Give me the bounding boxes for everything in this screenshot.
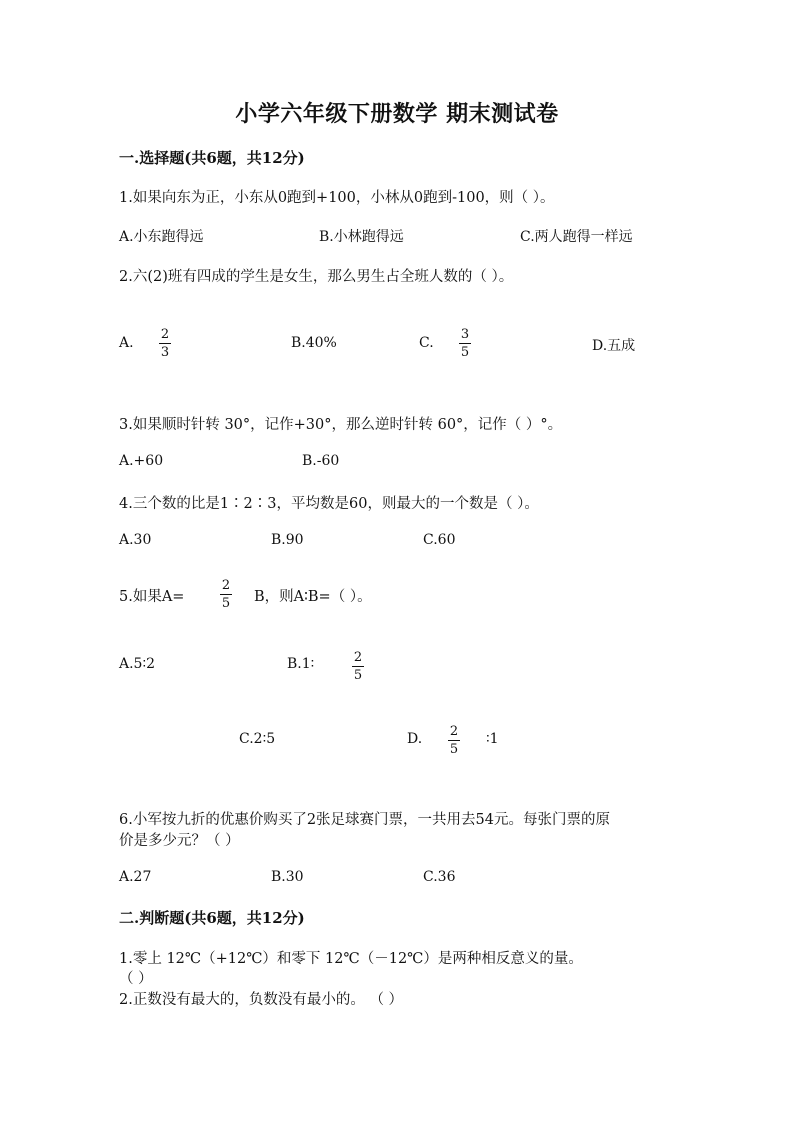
fraction-denominator: 5 [460,345,470,360]
judgement-2: 2.正数没有最大的，负数没有最小的。 （ ） [119,992,404,1008]
fraction-denominator: 3 [160,345,170,360]
fraction-numerator: 2 [353,650,363,665]
fraction-denominator: 5 [221,596,231,611]
q5-option-d-fraction [448,724,460,757]
question-3: 3.如果顺时针转 30°，记作+30°，那么逆时针转 60°，记作（ ）°。 [119,417,563,433]
q4-option-a: A.30 [119,532,152,548]
q1-option-a: A.小东跑得远 [119,229,204,245]
question-2: 2.六(2)班有四成的学生是女生，那么男生占全班人数的（ ）。 [119,269,514,285]
q6-option-a: A.27 [119,869,152,885]
q1-option-c: C.两人跑得一样远 [520,229,633,245]
q5-option-d-label: D. [407,731,423,747]
q5-option-c: C.2∶5 [239,731,276,747]
question-5-suffix: B，则A∶B=（ ）。 [254,589,372,605]
q6-option-b: B.30 [271,869,304,885]
fraction-bar [159,343,171,344]
q2-option-c-label: C. [419,335,434,351]
judgement-1-line-2: （ ） [119,971,153,987]
judgement-1-line-1: 1.零上 12℃（+12℃）和零下 12℃（－12℃）是两种相反意义的量。 [119,951,583,967]
q3-option-b: B.-60 [302,453,340,469]
fraction-bar [448,740,460,741]
q6-option-c: C.36 [423,869,456,885]
q5-option-b-label: B.1∶ [287,656,315,672]
question-6-line-1: 6.小军按九折的优惠价购买了2张足球赛门票，一共用去54元。每张门票的原 [119,812,611,828]
fraction-denominator: 5 [353,668,363,683]
section-heading-choice: 一.选择题(共6题，共12分) [119,149,305,167]
q2-option-a-fraction [159,327,171,360]
q3-option-a: A.+60 [119,453,164,469]
question-5-prefix: 5.如果A= [119,589,185,605]
q4-option-c: C.60 [423,532,456,548]
section-heading-judgement: 二.判断题(共6题，共12分) [119,909,305,927]
q5-option-a: A.5∶2 [119,656,156,672]
q2-option-d: D.五成 [592,338,636,354]
q4-option-b: B.90 [271,532,304,548]
fraction-numerator: 2 [221,578,231,593]
question-6-line-2: 价是多少元？（ ） [119,833,240,849]
fraction-denominator: 5 [449,742,459,757]
fraction-bar [352,666,364,667]
q1-option-b: B.小林跑得远 [319,229,404,245]
question-1: 1.如果向东为正，小东从0跑到+100，小林从0跑到-100，则（ ）。 [119,190,555,206]
question-4: 4.三个数的比是1∶2∶3，平均数是60，则最大的一个数是（ ）。 [119,496,539,512]
q2-option-b: B.40% [291,335,337,351]
fraction-numerator: 2 [449,724,459,739]
q2-option-a-label: A. [119,335,134,351]
fraction-numerator: 2 [160,327,170,342]
fraction-numerator: 3 [460,327,470,342]
q5-option-d-suffix: ∶1 [486,731,499,747]
fraction-bar [220,594,232,595]
q5-fraction [220,578,232,611]
q2-option-c-fraction [459,327,471,360]
fraction-bar [459,343,471,344]
q5-option-b-fraction [352,650,364,683]
page-title: 小学六年级下册数学 期末测试卷 [235,101,559,127]
